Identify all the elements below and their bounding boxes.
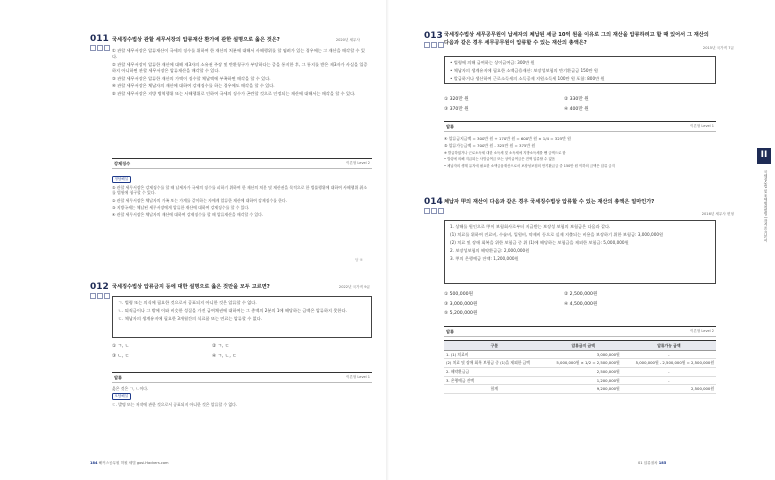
box-line: ㄷ. 체납자의 생계유지에 필요한 3개월간의 식료품 또는 연료는 압류할 수 없다. [118,315,263,321]
explanation-line: ※ 발급하였거나 근로소득세 대한 소득세 및 소득세에 지방소득세를 뺀 금액으로 함 [444,150,566,155]
question-source: 2020년 세무사 [335,38,360,42]
question-box [444,56,716,84]
level-label: 이론형 Level 2 [346,161,370,165]
question-source: 2016년 세무사 변형 [701,212,734,216]
table-row-total: 합계 9,200,000원 2,500,000원 [444,385,716,394]
box-line: (2) 치료 및 장애 회복을 위한 보험금 중 위 (1)에 해당하는 보험금을 제외한 보험금: 5,000,000원 [450,239,629,245]
choice[interactable]: ② 2,500,000원 [564,292,598,297]
table-row: (2) 치료 및 장애 회복 보험금 중 (1)을 제외한 금액 5,000,000원 × 1/2 = 2,500,000원 5,000,000원 - 2,500,000원 = 2,500,000원 [444,359,716,368]
explanation-line: ⑤ 관할 세무서장은 강제징수를 할 때 납세자가 국세의 징수를 피하기 위하여 한 재산의 처분 및 재산권을 목적으로 한 법률행위에 대하여 사해행위 취소를 법원에 청구할 수 있다. [112,184,367,196]
answer-label: 압류 [114,374,123,380]
choice[interactable]: ③ ㄴ, ㄷ [112,353,130,359]
chapter-title: 국세징수법 및 조세범처벌법 | 자격증 기본서 [764,170,768,242]
box-line: ㄴ. 퇴직금이나 그 밖에 이와 비슷한 성질을 가진 급여채권에 대하여는 그 총액의 2분의 1에 해당하는 금액은 압류하지 못한다. [118,307,347,313]
checkboxes[interactable] [90,45,110,51]
question-number: 011 [90,34,109,44]
answer-explanation [112,176,370,219]
choice-grid [444,97,684,113]
question-source: 2015년 국가직 7급 [702,46,734,50]
explanation-line: ② 관할 세무서장은 체납자의 가족 또는 가계를 같이하는 자에게 압류한 재산에 대하여 강제징수를 한다. [112,197,287,203]
footer-text: 해커스공무원 허원 세법 gosi.Hackers.com [98,460,169,465]
level-label: 이론형 Level 1 [346,375,370,379]
choice[interactable]: ③ 370만 원 [444,106,469,112]
checkboxes[interactable] [90,293,110,299]
explanation-line: ③ 지방국세는 체납된 세무서장에게 압류한 재산에 대하여 강제징수를 할 수 있다. [112,204,250,210]
question-number: 012 [90,282,109,292]
box-line: ㄱ. 법령 또는 의식에 필요한 것으로서 공표되지 아니한 것은 압류할 수 없다. [118,300,257,305]
page-number: 184 [90,460,98,465]
choice-grid [444,292,684,318]
answer-header [112,372,372,383]
explanation-line: • 체납자의 생계 유지에 필요한 소액금융재산으로서 보장성보험의 만기환급금 중 150만 원 이하의 금액은 압류 금지 [444,163,615,168]
table-header: 구분 [444,341,545,351]
explanation-line: ④ 관할 세무서장은 체납자의 재산에 대하여 강제징수를 할 때 압류재산을 매각할 수 있다. [112,212,264,218]
table-header: 압류금지 금액 [545,341,622,351]
explanation-line: ㄷ. 발명 또는 저작에 관한 것으로서 공표되지 아니한 것은 압류할 수 없다. [112,401,238,407]
footer-text: 01 압류절차 [638,460,658,465]
box-line: 1. 상해를 원인으로 甲이 보험회사로부터 지급받는 보장성 보험의 보험금은 다음과 같다. [450,224,611,229]
answer-label: 압류 [446,123,455,129]
table-row: 2. 해약환급금 2,500,000원 - [444,367,716,376]
explanation-line: 옳은 것은 ㄱ, ㄴ이다. [112,386,149,391]
choice-list [112,48,370,99]
answer-table [444,340,716,394]
choice[interactable]: ④ 400만 원 [564,106,589,112]
explanation-tag: 정답해설 [112,176,131,183]
table-header: 압류가능 금액 [622,341,716,351]
choice[interactable]: ④ 관할 세무서장은 체납자의 재산에 대하여 강제징수를 하는 경우에도 매각을 할 수 있다. [112,83,275,89]
checkboxes[interactable] [424,208,444,214]
answer-header [112,158,372,169]
choice[interactable]: ③ 3,000,000원 [444,301,478,307]
choice[interactable]: ② 330만 원 [564,97,589,102]
question-title: 국세징수법상 세무공무원이 납세자의 체납된 세금 10억 원을 이유로 그의 재산을 압류하려고 할 때 있어서 그 재산의 다음과 같은 경우 세무공무원이 압류할 수 있는 재산의 총액은? [444,32,709,46]
choice[interactable]: ⑤ 5,200,000원 [444,311,478,317]
explanation-tag: 오답해설 [112,393,131,400]
question-box [444,220,716,284]
question-title: 국세징수법상 관할 세무서장의 압류재산 환가에 관한 설명으로 옳은 것은? [112,37,280,43]
answer-explanation [444,136,716,170]
answer-header [444,326,716,337]
question-number: 013 [424,31,443,41]
question-number: 014 [424,197,443,207]
choice[interactable]: ③ 관할 세무서장은 압류한 재산의 가액이 징수할 체납액에 부족하면 매각을 할 수 있다. [112,75,271,81]
question-box [112,296,372,338]
box-line: 3. 甲의 은행예금 잔액: 1,200,000원 [450,255,519,261]
explanation-line: • 법령에 의해 지급되는 사망급여금 또는 상이급여금은 전액 압류할 수 없음 [444,157,556,162]
table-row: 3. 은행예금 잔액 1,200,000원 - [444,376,716,385]
page-number: 185 [658,460,667,465]
box-line: (1) 치료를 위하여 진료비, 수술비, 입원비, 약제비 등으로 실제 지출되는 비용을 보장하기 위한 보험금: 3,000,000원 [450,231,664,237]
question-title: 체납자 甲의 재산이 다음과 같은 경우 국세징수법상 압류할 수 있는 재산의 총액은 얼마인가? [444,199,655,205]
page-footer-left [90,461,169,466]
explanation-line: ④ 압류금지금액 = 300만 원 + 170만 원 = 600만 원 × 1/4 = 325만 원 [444,136,571,141]
chapter-tab[interactable]: II [757,148,771,164]
answer-header [444,121,716,132]
question-source: 2022년 국가직 9급 [338,285,370,289]
choice[interactable]: ① 관할 세무서장은 압류재산이 국세의 징수를 위하여 한 재산의 처분에 대해서 사해행위를 할 염려가 있는 경우에는 그 재산을 매각할 수 있다. [112,48,365,60]
choice[interactable]: ④ 4,500,000원 [564,301,598,307]
choice[interactable]: ⑤ 관할 세무서장은 지방 병역행위 또는 사해행위로 인하여 국세의 징수가 곤란할 것으로 인정되는 재산에 대해서는 매각을 할 수 있다. [112,90,356,96]
choice[interactable]: ② 관할 세무서장이 압류한 재산에 대해 제3자의 소유권 주장 및 반환청구가 부당하다는 증을 통지한 후, 그 통지를 받은 제3자가 사실을 입증하지 아니하면 관할 세무서장은 압류재산을 매각할 수 있다. [112,61,368,73]
box-line: • 체납자의 생계유지에 필요한 소액금융재산: 보장성보험의 만기환급금 150만 원 [450,67,598,73]
answer-label: 강제징수 [114,160,131,166]
box-line: • 법령에 의해 급여하는 상이급여금: 300만 원 [450,60,535,65]
answer-label: 압류 [446,328,455,334]
choice[interactable]: ② ㄱ, ㄷ [212,344,230,349]
level-label: 이론형 Level 2 [690,329,714,333]
choice[interactable]: ① ㄱ, ㄴ [112,344,130,349]
question-title: 국세징수법상 압류금지 등에 대한 설명으로 옳은 것만을 모두 고르면? [112,284,270,290]
checkboxes[interactable] [424,42,444,48]
box-line: 2. 보장성보험의 해약환급금: 2,000,000원 [450,247,530,253]
choice[interactable]: ① 500,000원 [444,292,474,297]
choice[interactable]: ④ ㄱ, ㄴ, ㄷ [212,353,237,359]
level-label: 이론형 Level 1 [690,124,714,128]
right-page [388,0,775,480]
choice-grid [112,344,312,360]
answer-explanation [112,386,370,409]
box-line: • 발급하거나 생산하여 근로소득세의 소득공제 지원소득세 100만 원 포함: 800만 원 [450,75,605,81]
choice[interactable]: ① 320만 원 [444,97,469,102]
table-row: 1. (1) 치료비 3,000,000원 - [444,350,716,359]
chapter-sidebar [756,0,775,480]
explanation-line: ⑤ 압류가능금액 = 700만 원 - 325만 원 = 375만 원 [444,143,536,149]
page-footer-right [638,461,666,466]
answer-mark-icon: 답 ⑤ [355,258,363,262]
